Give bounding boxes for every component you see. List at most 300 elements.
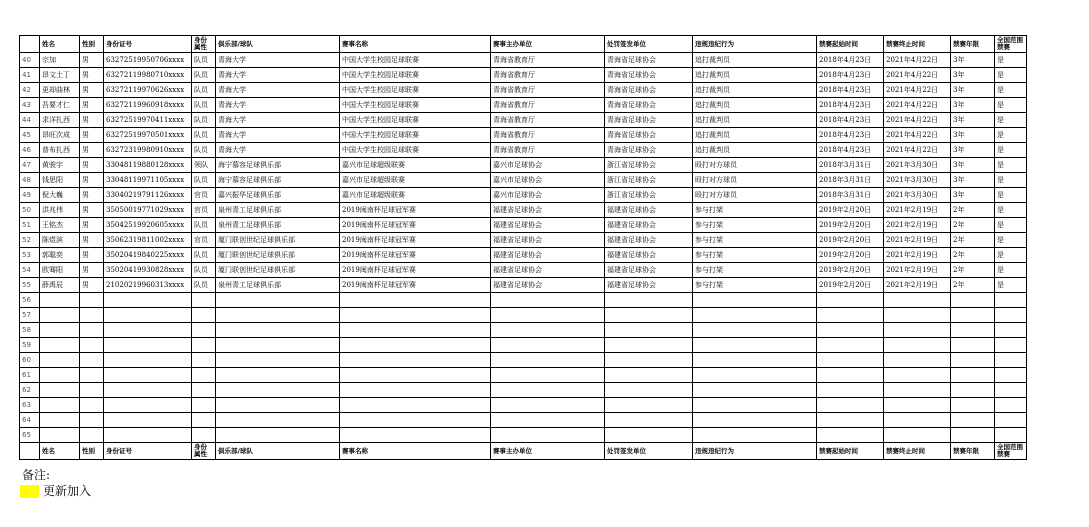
table-cell[interactable] (80, 338, 104, 353)
table-cell[interactable]: 中国大学生校园足球联赛 (340, 143, 491, 158)
table-cell[interactable]: 63272319980910xxxx (104, 143, 192, 158)
table-cell[interactable]: 官员 (192, 233, 216, 248)
table-cell[interactable]: 2021年3月30日 (884, 188, 951, 203)
table-cell[interactable]: 2年 (951, 203, 995, 218)
table-cell[interactable] (491, 338, 605, 353)
table-cell[interactable] (951, 293, 995, 308)
table-cell[interactable] (40, 413, 80, 428)
column-header[interactable]: 姓名 (40, 443, 80, 460)
table-cell[interactable]: 浙江省足球协会 (605, 158, 693, 173)
table-cell[interactable]: 2021年4月22日 (884, 143, 951, 158)
table-cell[interactable]: 青海大学 (216, 113, 340, 128)
table-cell[interactable] (104, 323, 192, 338)
table-cell[interactable] (491, 353, 605, 368)
table-cell[interactable] (216, 398, 340, 413)
table-cell[interactable]: 男 (80, 98, 104, 113)
table-cell[interactable] (340, 413, 491, 428)
table-cell[interactable] (80, 428, 104, 443)
table-cell[interactable]: 郭聪奕 (40, 248, 80, 263)
table-cell[interactable]: 参与打架 (693, 278, 817, 293)
table-cell[interactable] (693, 308, 817, 323)
table-cell[interactable]: 黄骏宇 (40, 158, 80, 173)
table-cell[interactable] (192, 338, 216, 353)
table-cell[interactable] (340, 398, 491, 413)
column-header[interactable]: 身份属性 (192, 443, 216, 460)
table-cell[interactable]: 青海省教育厅 (491, 143, 605, 158)
table-cell[interactable]: 2021年4月22日 (884, 128, 951, 143)
table-cell[interactable] (192, 413, 216, 428)
table-cell[interactable]: 青海省足球协会 (605, 143, 693, 158)
table-cell[interactable]: 是 (995, 173, 1027, 188)
table-cell[interactable]: 欧骞阳 (40, 263, 80, 278)
table-cell[interactable]: 2021年4月22日 (884, 98, 951, 113)
table-cell[interactable]: 2018年4月23日 (817, 143, 884, 158)
table-cell[interactable] (192, 428, 216, 443)
table-cell[interactable] (104, 293, 192, 308)
table-cell[interactable]: 2021年2月19日 (884, 218, 951, 233)
table-cell[interactable]: 35020419840225xxxx (104, 248, 192, 263)
table-cell[interactable] (216, 353, 340, 368)
row-number-cell[interactable]: 59 (20, 338, 40, 353)
table-cell[interactable]: 是 (995, 218, 1027, 233)
table-cell[interactable]: 35050019771029xxxx (104, 203, 192, 218)
table-cell[interactable]: 青海省足球协会 (605, 83, 693, 98)
table-cell[interactable]: 参与打架 (693, 203, 817, 218)
column-header[interactable]: 俱乐部/球队 (216, 443, 340, 460)
row-number-cell[interactable]: 49 (20, 188, 40, 203)
table-cell[interactable]: 队员 (192, 113, 216, 128)
table-cell[interactable]: 参与打架 (693, 233, 817, 248)
table-cell[interactable]: 青海大学 (216, 83, 340, 98)
table-cell[interactable] (817, 323, 884, 338)
row-number-cell[interactable]: 54 (20, 263, 40, 278)
table-cell[interactable]: 2021年2月19日 (884, 248, 951, 263)
table-cell[interactable]: 2021年3月30日 (884, 173, 951, 188)
column-header[interactable]: 禁赛起始时间 (817, 36, 884, 53)
table-cell[interactable]: 厦门联创世纪足球俱乐部 (216, 233, 340, 248)
table-cell[interactable] (104, 428, 192, 443)
column-header[interactable]: 姓名 (40, 36, 80, 53)
table-cell[interactable] (192, 398, 216, 413)
table-cell[interactable]: 队员 (192, 53, 216, 68)
table-cell[interactable]: 35042519920605xxxx (104, 218, 192, 233)
table-cell[interactable]: 福建省足球协会 (491, 218, 605, 233)
table-cell[interactable] (605, 428, 693, 443)
table-cell[interactable] (817, 368, 884, 383)
row-number-cell[interactable]: 53 (20, 248, 40, 263)
table-cell[interactable] (340, 428, 491, 443)
table-cell[interactable]: 是 (995, 248, 1027, 263)
table-cell[interactable]: 3年 (951, 98, 995, 113)
table-cell[interactable] (80, 353, 104, 368)
table-cell[interactable] (605, 338, 693, 353)
table-cell[interactable]: 63272119960918xxxx (104, 98, 192, 113)
table-cell[interactable]: 昂旺次成 (40, 128, 80, 143)
table-cell[interactable] (40, 398, 80, 413)
table-cell[interactable]: 是 (995, 203, 1027, 218)
table-cell[interactable] (40, 368, 80, 383)
table-cell[interactable]: 是 (995, 263, 1027, 278)
table-cell[interactable]: 是 (995, 68, 1027, 83)
table-cell[interactable] (192, 293, 216, 308)
table-cell[interactable]: 青海省足球协会 (605, 53, 693, 68)
table-cell[interactable]: 海宁慕容足球俱乐部 (216, 173, 340, 188)
table-cell[interactable]: 青海大学 (216, 98, 340, 113)
table-cell[interactable] (693, 368, 817, 383)
table-cell[interactable]: 薛禹辰 (40, 278, 80, 293)
table-cell[interactable]: 2019闽南杯足球冠军赛 (340, 248, 491, 263)
table-cell[interactable] (491, 308, 605, 323)
table-cell[interactable] (340, 338, 491, 353)
table-cell[interactable]: 2021年3月30日 (884, 158, 951, 173)
table-cell[interactable]: 2019年2月20日 (817, 203, 884, 218)
table-cell[interactable] (605, 353, 693, 368)
table-cell[interactable]: 2019年2月20日 (817, 263, 884, 278)
table-cell[interactable]: 63272119980710xxxx (104, 68, 192, 83)
table-cell[interactable]: 殴打对方球员 (693, 188, 817, 203)
table-cell[interactable]: 福建省足球协会 (491, 233, 605, 248)
table-cell[interactable]: 中国大学生校园足球联赛 (340, 128, 491, 143)
table-cell[interactable]: 是 (995, 143, 1027, 158)
row-number-cell[interactable]: 64 (20, 413, 40, 428)
table-cell[interactable] (80, 368, 104, 383)
table-cell[interactable]: 殴打对方球员 (693, 158, 817, 173)
column-header[interactable]: 禁赛年限 (951, 36, 995, 53)
table-cell[interactable]: 2019年2月20日 (817, 218, 884, 233)
table-cell[interactable]: 泉州青工足球俱乐部 (216, 278, 340, 293)
table-cell[interactable]: 参与打架 (693, 263, 817, 278)
table-cell[interactable]: 男 (80, 278, 104, 293)
table-cell[interactable]: 福建省足球协会 (605, 248, 693, 263)
table-cell[interactable] (884, 308, 951, 323)
table-cell[interactable] (884, 398, 951, 413)
row-number-cell[interactable] (20, 443, 40, 460)
table-cell[interactable]: 2018年4月23日 (817, 98, 884, 113)
table-cell[interactable]: 是 (995, 158, 1027, 173)
table-cell[interactable] (693, 293, 817, 308)
table-cell[interactable] (80, 383, 104, 398)
table-cell[interactable]: 2018年3月31日 (817, 173, 884, 188)
table-cell[interactable]: 2年 (951, 263, 995, 278)
table-cell[interactable]: 中国大学生校园足球联赛 (340, 83, 491, 98)
column-header[interactable]: 俱乐部/球队 (216, 36, 340, 53)
table-cell[interactable]: 男 (80, 143, 104, 158)
table-cell[interactable]: 福建省足球协会 (605, 233, 693, 248)
table-cell[interactable]: 男 (80, 263, 104, 278)
row-number-cell[interactable]: 65 (20, 428, 40, 443)
table-cell[interactable] (693, 323, 817, 338)
row-number-cell[interactable]: 46 (20, 143, 40, 158)
table-cell[interactable] (951, 398, 995, 413)
table-cell[interactable]: 63272519970501xxxx (104, 128, 192, 143)
table-cell[interactable] (693, 383, 817, 398)
row-number-cell[interactable]: 51 (20, 218, 40, 233)
table-cell[interactable]: 泉州青工足球俱乐部 (216, 203, 340, 218)
table-cell[interactable]: 求洋扎西 (40, 113, 80, 128)
table-cell[interactable]: 青海省教育厅 (491, 68, 605, 83)
table-cell[interactable] (104, 398, 192, 413)
table-cell[interactable] (192, 383, 216, 398)
table-cell[interactable] (693, 428, 817, 443)
table-cell[interactable]: 青海省教育厅 (491, 53, 605, 68)
table-cell[interactable]: 嘉兴市足球协会 (491, 158, 605, 173)
table-cell[interactable]: 青海省足球协会 (605, 113, 693, 128)
table-cell[interactable] (693, 413, 817, 428)
column-header[interactable]: 赛事名称 (340, 443, 491, 460)
table-cell[interactable]: 2021年2月19日 (884, 263, 951, 278)
table-cell[interactable]: 男 (80, 218, 104, 233)
table-cell[interactable]: 青海大学 (216, 68, 340, 83)
table-cell[interactable]: 2年 (951, 233, 995, 248)
table-cell[interactable] (817, 353, 884, 368)
table-cell[interactable] (605, 308, 693, 323)
column-header[interactable]: 违规违纪行为 (693, 443, 817, 460)
table-cell[interactable] (340, 383, 491, 398)
table-cell[interactable]: 男 (80, 233, 104, 248)
table-cell[interactable] (192, 323, 216, 338)
table-cell[interactable] (104, 383, 192, 398)
column-header[interactable]: 赛事主办单位 (491, 36, 605, 53)
table-cell[interactable]: 青海省足球协会 (605, 128, 693, 143)
table-cell[interactable] (491, 413, 605, 428)
row-number-cell[interactable]: 61 (20, 368, 40, 383)
column-header[interactable]: 违规违纪行为 (693, 36, 817, 53)
table-cell[interactable]: 队员 (192, 98, 216, 113)
table-cell[interactable] (340, 353, 491, 368)
table-cell[interactable] (605, 323, 693, 338)
table-cell[interactable]: 追打裁判员 (693, 143, 817, 158)
table-cell[interactable]: 男 (80, 53, 104, 68)
table-cell[interactable]: 领队 (192, 158, 216, 173)
table-cell[interactable] (40, 293, 80, 308)
table-cell[interactable]: 是 (995, 128, 1027, 143)
table-cell[interactable]: 队员 (192, 218, 216, 233)
table-cell[interactable]: 2019闽南杯足球冠军赛 (340, 278, 491, 293)
table-cell[interactable] (817, 413, 884, 428)
table-cell[interactable]: 是 (995, 278, 1027, 293)
table-cell[interactable] (80, 293, 104, 308)
row-number-cell[interactable]: 55 (20, 278, 40, 293)
row-number-cell[interactable]: 47 (20, 158, 40, 173)
table-cell[interactable]: 福建省足球协会 (491, 203, 605, 218)
table-cell[interactable]: 2018年4月23日 (817, 68, 884, 83)
table-cell[interactable]: 男 (80, 68, 104, 83)
table-cell[interactable]: 青海大学 (216, 128, 340, 143)
table-cell[interactable]: 福建省足球协会 (491, 248, 605, 263)
table-cell[interactable]: 3年 (951, 158, 995, 173)
table-cell[interactable] (605, 293, 693, 308)
table-cell[interactable]: 男 (80, 113, 104, 128)
table-cell[interactable]: 男 (80, 83, 104, 98)
table-cell[interactable]: 2019闽南杯足球冠军赛 (340, 203, 491, 218)
table-cell[interactable] (951, 383, 995, 398)
row-number-cell[interactable]: 48 (20, 173, 40, 188)
row-number-cell[interactable]: 41 (20, 68, 40, 83)
column-header[interactable]: 禁赛年限 (951, 443, 995, 460)
table-cell[interactable]: 3年 (951, 188, 995, 203)
row-number-cell[interactable]: 43 (20, 98, 40, 113)
table-cell[interactable] (605, 398, 693, 413)
table-cell[interactable]: 2019年2月20日 (817, 233, 884, 248)
table-cell[interactable]: 33048119880128xxxx (104, 158, 192, 173)
table-cell[interactable] (491, 398, 605, 413)
table-cell[interactable] (817, 428, 884, 443)
table-cell[interactable] (951, 338, 995, 353)
row-number-cell[interactable]: 62 (20, 383, 40, 398)
table-cell[interactable]: 2021年2月19日 (884, 233, 951, 248)
table-cell[interactable]: 33040219791126xxxx (104, 188, 192, 203)
table-cell[interactable]: 官员 (192, 203, 216, 218)
table-cell[interactable] (884, 428, 951, 443)
table-cell[interactable]: 2019年2月20日 (817, 278, 884, 293)
table-cell[interactable] (340, 293, 491, 308)
table-cell[interactable]: 嘉兴市足球超级联赛 (340, 188, 491, 203)
table-cell[interactable]: 福建省足球协会 (605, 203, 693, 218)
column-header[interactable]: 禁赛起始时间 (817, 443, 884, 460)
table-cell[interactable]: 队员 (192, 173, 216, 188)
table-cell[interactable] (884, 413, 951, 428)
table-cell[interactable]: 2018年3月31日 (817, 158, 884, 173)
table-cell[interactable]: 33048119971105xxxx (104, 173, 192, 188)
table-cell[interactable]: 青海省足球协会 (605, 98, 693, 113)
table-cell[interactable]: 2018年4月23日 (817, 113, 884, 128)
table-cell[interactable] (951, 323, 995, 338)
table-cell[interactable] (884, 383, 951, 398)
table-cell[interactable]: 是 (995, 98, 1027, 113)
table-cell[interactable] (192, 368, 216, 383)
table-cell[interactable] (40, 383, 80, 398)
table-cell[interactable]: 2018年4月23日 (817, 83, 884, 98)
table-cell[interactable]: 3年 (951, 53, 995, 68)
table-cell[interactable]: 2018年4月23日 (817, 53, 884, 68)
table-cell[interactable] (491, 383, 605, 398)
column-header[interactable]: 全国范围禁赛 (995, 443, 1027, 460)
table-cell[interactable]: 35020419930828xxxx (104, 263, 192, 278)
table-cell[interactable] (995, 323, 1027, 338)
table-cell[interactable] (80, 308, 104, 323)
table-cell[interactable] (605, 383, 693, 398)
table-cell[interactable]: 陈煜滨 (40, 233, 80, 248)
table-cell[interactable]: 追打裁判员 (693, 98, 817, 113)
table-cell[interactable]: 2018年3月31日 (817, 188, 884, 203)
table-cell[interactable]: 福建省足球协会 (605, 218, 693, 233)
table-cell[interactable]: 参与打架 (693, 248, 817, 263)
table-cell[interactable] (693, 338, 817, 353)
table-cell[interactable]: 是 (995, 188, 1027, 203)
table-cell[interactable]: 普布扎西 (40, 143, 80, 158)
table-cell[interactable]: 2年 (951, 218, 995, 233)
table-cell[interactable] (216, 323, 340, 338)
table-cell[interactable] (693, 353, 817, 368)
table-cell[interactable]: 3年 (951, 173, 995, 188)
table-cell[interactable] (884, 323, 951, 338)
table-cell[interactable]: 殴打对方球员 (693, 173, 817, 188)
table-cell[interactable]: 福建省足球协会 (491, 263, 605, 278)
table-cell[interactable]: 2021年4月22日 (884, 83, 951, 98)
table-cell[interactable]: 男 (80, 173, 104, 188)
table-cell[interactable]: 2019年2月20日 (817, 248, 884, 263)
column-header[interactable]: 处罚签发单位 (605, 36, 693, 53)
table-cell[interactable] (340, 323, 491, 338)
table-cell[interactable]: 王铭杰 (40, 218, 80, 233)
table-cell[interactable] (192, 353, 216, 368)
table-cell[interactable] (216, 293, 340, 308)
table-cell[interactable] (40, 308, 80, 323)
table-cell[interactable]: 青海省教育厅 (491, 83, 605, 98)
table-cell[interactable]: 2年 (951, 248, 995, 263)
table-cell[interactable]: 是 (995, 53, 1027, 68)
column-header[interactable]: 身份证号 (104, 36, 192, 53)
table-cell[interactable]: 青海大学 (216, 143, 340, 158)
table-cell[interactable] (995, 293, 1027, 308)
table-cell[interactable]: 队员 (192, 83, 216, 98)
table-cell[interactable]: 男 (80, 158, 104, 173)
table-cell[interactable] (995, 428, 1027, 443)
table-cell[interactable] (216, 383, 340, 398)
table-cell[interactable] (995, 398, 1027, 413)
table-cell[interactable]: 追打裁判员 (693, 53, 817, 68)
table-cell[interactable] (951, 308, 995, 323)
column-header[interactable]: 身份证号 (104, 443, 192, 460)
table-cell[interactable]: 洪兆伟 (40, 203, 80, 218)
table-cell[interactable] (817, 293, 884, 308)
table-cell[interactable]: 2018年4月23日 (817, 128, 884, 143)
table-cell[interactable]: 是 (995, 233, 1027, 248)
table-cell[interactable]: 2021年4月22日 (884, 53, 951, 68)
table-cell[interactable] (40, 353, 80, 368)
table-cell[interactable] (491, 293, 605, 308)
row-number-cell[interactable]: 40 (20, 53, 40, 68)
column-header[interactable]: 处罚签发单位 (605, 443, 693, 460)
table-cell[interactable]: 嘉兴振华足球俱乐部 (216, 188, 340, 203)
table-cell[interactable] (216, 308, 340, 323)
table-cell[interactable] (605, 368, 693, 383)
table-cell[interactable] (104, 308, 192, 323)
row-number-cell[interactable]: 57 (20, 308, 40, 323)
column-header[interactable]: 性别 (80, 443, 104, 460)
column-header[interactable]: 赛事主办单位 (491, 443, 605, 460)
table-cell[interactable] (884, 353, 951, 368)
row-number-cell[interactable]: 56 (20, 293, 40, 308)
table-cell[interactable]: 嘉兴市足球协会 (491, 173, 605, 188)
table-cell[interactable]: 泉州青工足球俱乐部 (216, 218, 340, 233)
table-cell[interactable]: 男 (80, 248, 104, 263)
table-cell[interactable]: 青海省足球协会 (605, 68, 693, 83)
row-number-cell[interactable]: 50 (20, 203, 40, 218)
row-number-cell[interactable] (20, 36, 40, 53)
table-cell[interactable] (40, 428, 80, 443)
table-cell[interactable]: 35062319811002xxxx (104, 233, 192, 248)
table-cell[interactable]: 队员 (192, 128, 216, 143)
table-cell[interactable]: 浙江省足球协会 (605, 173, 693, 188)
table-cell[interactable] (491, 428, 605, 443)
table-cell[interactable]: 2019闽南杯足球冠军赛 (340, 263, 491, 278)
table-cell[interactable] (605, 413, 693, 428)
table-cell[interactable] (40, 338, 80, 353)
table-cell[interactable]: 2021年4月22日 (884, 113, 951, 128)
row-number-cell[interactable]: 63 (20, 398, 40, 413)
row-number-cell[interactable]: 52 (20, 233, 40, 248)
table-cell[interactable]: 吾要才仁 (40, 98, 80, 113)
table-cell[interactable]: 2021年2月19日 (884, 203, 951, 218)
table-cell[interactable] (80, 398, 104, 413)
table-cell[interactable]: 更却曲林 (40, 83, 80, 98)
table-cell[interactable]: 中国大学生校园足球联赛 (340, 68, 491, 83)
table-cell[interactable]: 福建省足球协会 (491, 278, 605, 293)
table-cell[interactable]: 青海省教育厅 (491, 128, 605, 143)
table-cell[interactable] (995, 338, 1027, 353)
table-cell[interactable]: 浙江省足球协会 (605, 188, 693, 203)
